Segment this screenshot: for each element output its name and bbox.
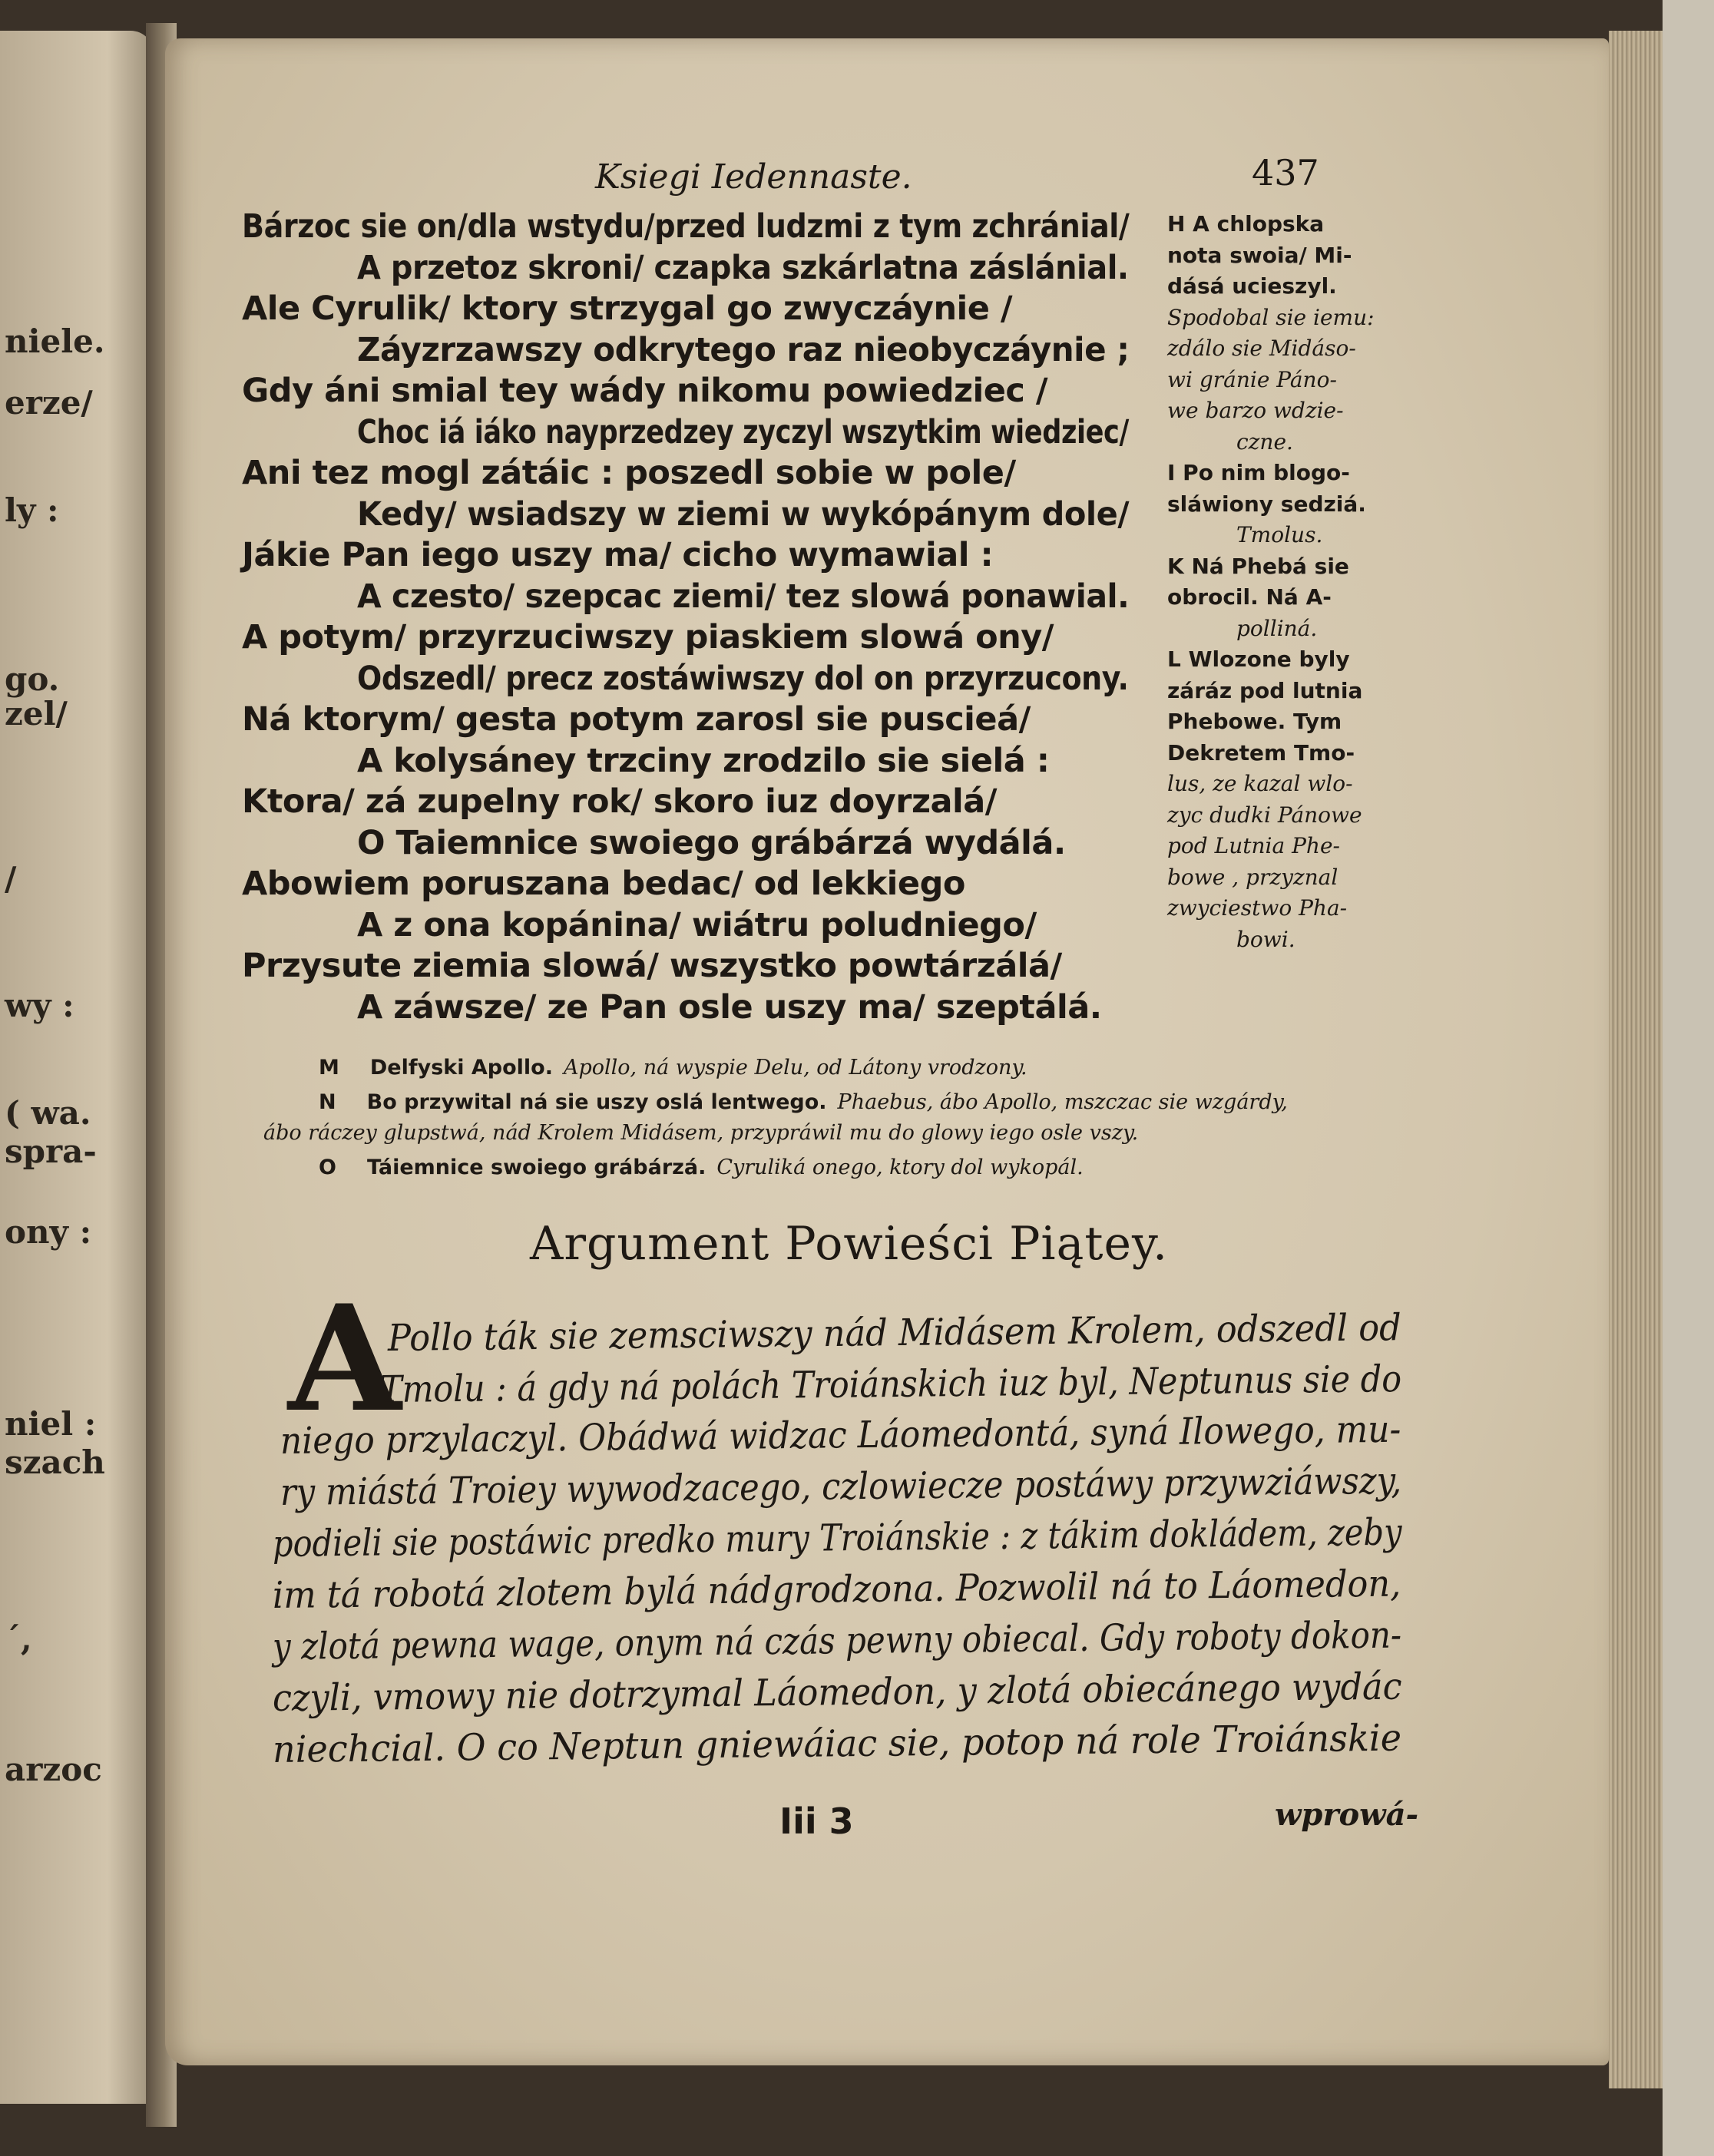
page-edges bbox=[1609, 31, 1663, 2088]
facing-page-fragment: erze/ bbox=[5, 384, 93, 422]
facing-page-fragment: ly : bbox=[5, 491, 59, 529]
gloss-line: bowe , przyznal bbox=[1167, 864, 1338, 890]
prose-line: im tá robotá zlotem bylá nádgrodzona. Pozwolil ná to Láomedon, bbox=[272, 1562, 1401, 1617]
drop-cap: A bbox=[288, 1273, 402, 1444]
verse-line: A kolysáney trzciny zrodzilo sie sielá : bbox=[357, 741, 1050, 780]
footnote bbox=[319, 1056, 1027, 1080]
section-heading: Argument Powieści Piątey. bbox=[530, 1217, 1169, 1271]
footnote-text: Phaebus, ábo Apollo, mszczac sie wzgárdy, bbox=[837, 1090, 1288, 1114]
footnote-marker: O bbox=[319, 1156, 336, 1179]
footnote-marker: M bbox=[319, 1056, 339, 1080]
footnote-lemma: Delfyski Apollo. bbox=[369, 1056, 553, 1080]
gloss-line: K Ná Phebá sie bbox=[1167, 553, 1349, 579]
verse-line: Kedy/ wsiadszy w ziemi w wykópánym dole/ bbox=[357, 494, 1130, 534]
facing-page-fragment: ( wa. bbox=[5, 1094, 91, 1132]
facing-page-edge bbox=[0, 31, 154, 2104]
verse-line: A záwsze/ ze Pan osle uszy ma/ szeptálá. bbox=[357, 987, 1102, 1027]
gloss-line: Spodobal sie iemu: bbox=[1167, 304, 1375, 330]
prose-line: y zlotá pewna wage, onym ná czás pewny obiecal. Gdy roboty dokon- bbox=[272, 1613, 1402, 1668]
catchword: wprowá- bbox=[1275, 1797, 1419, 1833]
facing-page-fragment: ´, bbox=[5, 1620, 32, 1658]
gloss-line: zyc dudki Pánowe bbox=[1167, 802, 1362, 828]
footnote-text: ábo ráczey glupstwá, nád Krolem Midásem, przypráwil mu do glowy iego osle vszy. bbox=[263, 1121, 1139, 1145]
gloss-line: we barzo wdzie- bbox=[1167, 398, 1344, 423]
footnote-text: Cyruliká onego, ktory dol wykopál. bbox=[716, 1156, 1084, 1179]
prose-line: Tmolu : á gdy ná polách Troiánskich iuz byl, Neptunus sie do bbox=[379, 1357, 1402, 1411]
footnote-lemma: Bo przywital ná sie uszy oslá lentwego. bbox=[366, 1090, 827, 1114]
prose-line: Pollo ták sie zemsciwszy nád Midásem Krolem, odszedl od bbox=[387, 1306, 1401, 1360]
prose-line: podieli sie postáwic predko mury Troiánskie : z tákim dokládem, zeby bbox=[272, 1510, 1402, 1566]
verse-line: Ani tez mogl zátáic : poszedl sobie w pole/ bbox=[242, 454, 1016, 492]
prose-line: czyli, vmowy nie dotrzymal Láomedon, y zlotá obiecánego wydác bbox=[272, 1665, 1402, 1720]
facing-page-fragment: ony : bbox=[5, 1213, 92, 1251]
verse-line: Záyzrzawszy odkrytego raz nieobyczáynie ; bbox=[357, 330, 1130, 369]
verse-line: Bárzoc sie on/dla wstydu/przed ludzmi z tym zchránial/ bbox=[242, 207, 1130, 246]
prose-line: niechcial. O co Neptun gniewáiac sie, potop ná role Troiánskie bbox=[272, 1716, 1402, 1771]
verse-line: A przetoz skroni/ czapka szkárlatna záslánial. bbox=[357, 248, 1129, 287]
footnote bbox=[319, 1156, 1084, 1179]
prose-line: ry miástá Troiey wywodzacego, czlowiecze postáwy przywziáwszy, bbox=[280, 1459, 1402, 1514]
verse-line: A czesto/ szepcac ziemi/ tez slowá ponawial. bbox=[357, 577, 1130, 616]
verse-line: Ale Cyrulik/ ktory strzygal go zwyczáynie / bbox=[242, 289, 1013, 328]
footnote bbox=[319, 1090, 1288, 1114]
facing-page-fragment: niele. bbox=[5, 322, 105, 360]
gloss-line: H A chlopska bbox=[1167, 211, 1325, 236]
background-surface bbox=[1663, 0, 1714, 2156]
facing-page-fragment: spra- bbox=[5, 1133, 97, 1170]
gloss-line: dásá ucieszyl. bbox=[1167, 273, 1337, 299]
gloss-line: Dekretem Tmo- bbox=[1167, 739, 1355, 766]
page-number: 437 bbox=[1252, 152, 1319, 193]
verse-line: Abowiem poruszana bedac/ od lekkiego bbox=[242, 865, 965, 903]
verse-line: Gdy áni smial tey wády nikomu powiedziec / bbox=[242, 372, 1048, 410]
gloss-line: zwyciestwo Pha- bbox=[1167, 895, 1348, 921]
facing-page-fragment: go. bbox=[5, 660, 60, 698]
gloss-line: obrocil. Ná A- bbox=[1167, 584, 1332, 610]
gloss-line: I Po nim blogo- bbox=[1167, 460, 1350, 485]
facing-page-fragment: niel : bbox=[5, 1405, 97, 1443]
facing-page-fragment: szach bbox=[5, 1443, 105, 1481]
verse-line: Ná ktorym/ gesta potym zarosl sie puscieá/ bbox=[242, 700, 1031, 739]
gloss-line: sláwiony sedziá. bbox=[1167, 491, 1366, 517]
gloss-line: lus, ze kazal wlo- bbox=[1167, 771, 1353, 796]
gloss-line: zdálo sie Midáso- bbox=[1167, 336, 1356, 361]
gloss-line: Phebowe. Tym bbox=[1167, 709, 1342, 734]
book-page bbox=[165, 38, 1609, 2065]
running-head: Ksiegi Iedennaste. bbox=[595, 157, 912, 197]
facing-page-fragment: wy : bbox=[5, 987, 74, 1024]
footnote-lemma: Táiemnice swoiego grábárzá. bbox=[366, 1156, 706, 1179]
facing-page-fragment: / bbox=[5, 860, 17, 898]
gloss-line: bowi. bbox=[1236, 926, 1295, 952]
gloss-line: nota swoia/ Mi- bbox=[1167, 242, 1352, 268]
gloss-line: czne. bbox=[1236, 428, 1293, 455]
verse-line: A potym/ przyrzuciwszy piaskiem slowá ony/ bbox=[242, 618, 1054, 656]
verse-line: Ktora/ zá zupelny rok/ skoro iuz doyrzalá/ bbox=[242, 782, 997, 821]
footnote-text: Apollo, ná wyspie Delu, od Látony vrodzony. bbox=[563, 1056, 1027, 1080]
footnote bbox=[263, 1121, 1138, 1145]
gloss-line: záráz pod lutnia bbox=[1167, 677, 1363, 703]
verse-line: Odszedl/ precz zostáwiwszy dol on przyrzucony. bbox=[357, 659, 1129, 698]
facing-page-fragment: arzoc bbox=[5, 1751, 102, 1788]
prose-line: niego przylaczyl. Obádwá widzac Láomedontá, syná Ilowego, mu- bbox=[280, 1407, 1401, 1463]
gloss-line: pod Lutnia Phe- bbox=[1167, 833, 1340, 858]
gloss-line: polliná. bbox=[1236, 615, 1318, 641]
gloss-line: L Wlozone byly bbox=[1167, 646, 1350, 672]
gloss-line: Tmolus. bbox=[1236, 522, 1323, 547]
gloss-line: wi gránie Páno- bbox=[1167, 366, 1337, 392]
verse-line: Jákie Pan iego uszy ma/ cicho wymawial : bbox=[242, 536, 994, 574]
footnote-marker: N bbox=[319, 1090, 336, 1114]
facing-page-fragment: zel/ bbox=[5, 695, 68, 732]
verse-line: Przysute ziemia slowá/ wszystko powtárzálá/ bbox=[242, 947, 1062, 985]
verse-line: Choc iá iáko nayprzedzey zyczyl wszytkim wiedziec/ bbox=[357, 412, 1129, 451]
verse-line: O Taiemnice swoiego grábárzá wydálá. bbox=[357, 823, 1066, 862]
signature-mark: Iii 3 bbox=[779, 1801, 854, 1842]
verse-line: A z ona kopánina/ wiátru poludniego/ bbox=[357, 905, 1037, 944]
